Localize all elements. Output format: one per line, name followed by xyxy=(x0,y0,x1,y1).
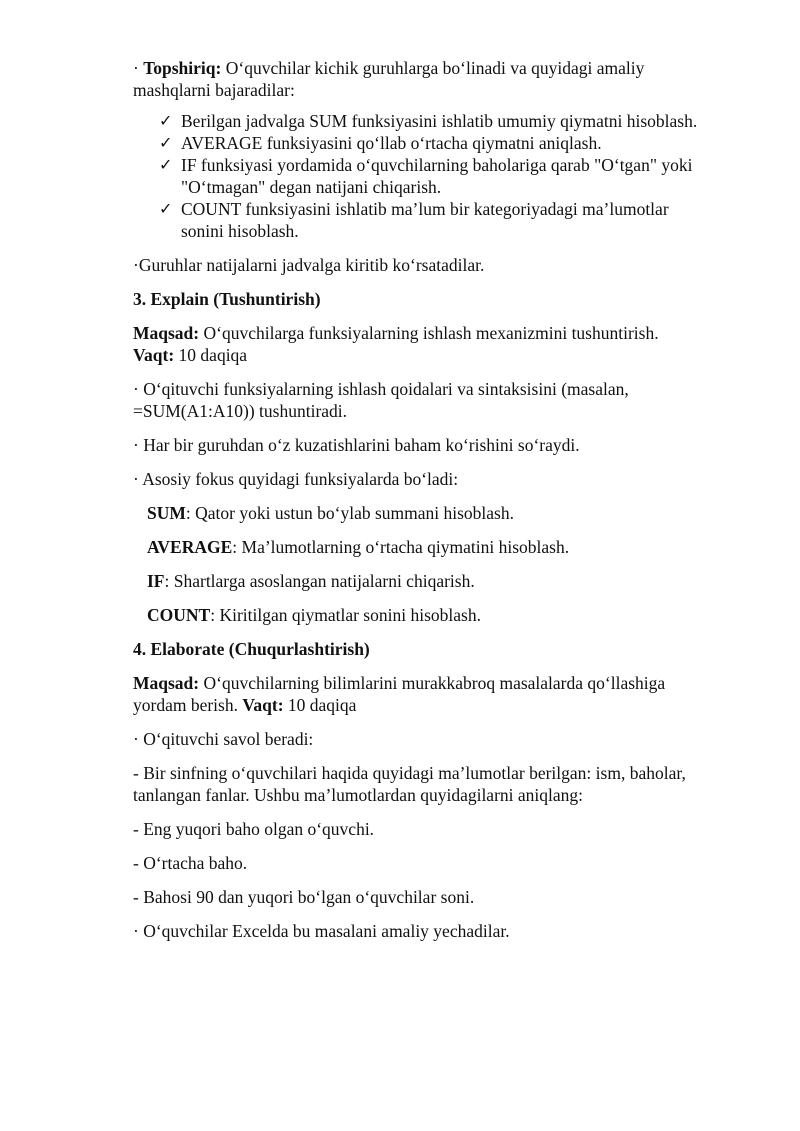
function-name: IF xyxy=(147,571,165,591)
time-text: 10 daqiqa xyxy=(174,345,248,365)
function-desc: : Ma’lumotlarning o‘rtacha qiymatini hisoblash. xyxy=(232,537,570,557)
task-paragraph xyxy=(133,57,713,101)
task-checklist xyxy=(133,110,713,242)
explain-paragraph: · Asosiy fokus quyidagi funksiyalarda bo‘ladi: xyxy=(133,469,459,489)
goal-text: O‘quvchilarga funksiyalarning ishlash mexanizmini tushuntirish. xyxy=(199,323,659,343)
checkmark-icon: ✓ xyxy=(159,199,173,218)
function-name: AVERAGE xyxy=(147,537,233,557)
question-item: - O‘rtacha baho. xyxy=(133,853,248,873)
function-item xyxy=(133,536,713,558)
checklist-item xyxy=(133,154,713,198)
checklist-item-text: Berilgan jadvalga SUM funksiyasini ishlatib umumiy qiymatni hisoblash. xyxy=(181,111,698,131)
task-label: Topshiriq: xyxy=(143,58,222,78)
time-text: 10 daqiqa xyxy=(283,695,357,715)
time-label: Vaqt: xyxy=(133,345,175,365)
checklist-item-text: COUNT funksiyasini ishlatib ma’lum bir kategoriyadagi ma’lumotlar sonini hisoblash. xyxy=(181,199,669,241)
goal-label: Maqsad: xyxy=(133,323,200,343)
document-page xyxy=(133,57,713,954)
elaborate-goal-paragraph xyxy=(133,672,713,716)
section-heading-elaborate: 4. Elaborate (Chuqurlashtirish) xyxy=(133,639,370,659)
time-label: Vaqt: xyxy=(242,695,284,715)
elaborate-paragraph: · O‘quvchilar Excelda bu masalani amaliy yechadilar. xyxy=(133,921,510,941)
question-item: - Bahosi 90 dan yuqori bo‘lgan o‘quvchilar soni. xyxy=(133,887,475,907)
bullet-dot: · xyxy=(133,58,144,78)
groups-paragraph: ·Guruhlar natijalarni jadvalga kiritib ko‘rsatadilar. xyxy=(133,255,485,275)
function-item xyxy=(133,604,713,626)
function-desc: : Kiritilgan qiymatlar sonini hisoblash. xyxy=(210,605,481,625)
explain-paragraph: · O‘qituvchi funksiyalarning ishlash qoidalari va sintaksisini (masalan, =SUM(A1:A10)) tushuntiradi. xyxy=(133,379,629,421)
function-name: SUM xyxy=(147,503,186,523)
checkmark-icon: ✓ xyxy=(159,111,173,130)
checklist-item xyxy=(133,132,713,154)
function-item xyxy=(133,502,713,524)
elaborate-paragraph: - Bir sinfning o‘quvchilari haqida quyidagi ma’lumotlar berilgan: ism, baholar, tanlangan fanlar. Ushbu ma’lumotlardan quyidagilarni aniqlang: xyxy=(133,763,686,805)
explain-goal-paragraph xyxy=(133,322,713,366)
goal-text: O‘quvchilarning bilimlarini murakkabroq masalalarda qo‘llashiga yordam berish. xyxy=(133,673,666,715)
function-desc: : Qator yoki ustun bo‘ylab summani hisoblash. xyxy=(185,503,514,523)
function-name: COUNT xyxy=(147,605,211,625)
task-text: O‘quvchilar kichik guruhlarga bo‘linadi va quyidagi amaliy mashqlarni bajaradilar: xyxy=(133,58,645,100)
function-item xyxy=(133,570,713,592)
checklist-item xyxy=(133,110,713,132)
checkmark-icon: ✓ xyxy=(159,133,173,152)
checklist-item-text: AVERAGE funksiyasini qo‘llab o‘rtacha qiymatni aniqlash. xyxy=(181,133,602,153)
goal-label: Maqsad: xyxy=(133,673,200,693)
elaborate-paragraph: · O‘qituvchi savol beradi: xyxy=(133,729,314,749)
checkmark-icon: ✓ xyxy=(159,155,173,174)
function-desc: : Shartlarga asoslangan natijalarni chiqarish. xyxy=(164,571,475,591)
question-item: - Eng yuqori baho olgan o‘quvchi. xyxy=(133,819,375,839)
section-heading-explain: 3. Explain (Tushuntirish) xyxy=(133,289,321,309)
checklist-item-text: IF funksiyasi yordamida o‘quvchilarning baholariga qarab "O‘tgan" yoki "O‘tmagan" degan natijani chiqarish. xyxy=(181,155,693,197)
explain-paragraph: · Har bir guruhdan o‘z kuzatishlarini baham ko‘rishini so‘raydi. xyxy=(133,435,580,455)
checklist-item xyxy=(133,198,713,242)
